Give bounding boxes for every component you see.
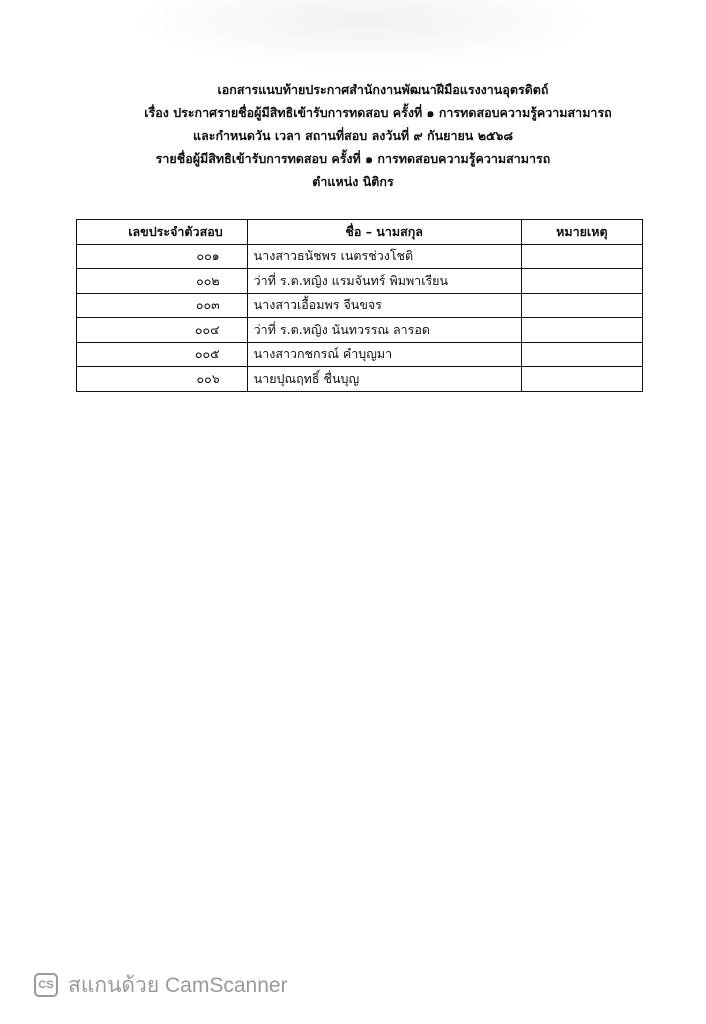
name-cell: นางสาวเอื้อมพร จีนขจร bbox=[247, 293, 521, 318]
name-cell: นายปุณฤทธิ์ ชื่นบุญ bbox=[247, 367, 521, 392]
header-line-list-title: รายชื่อผู้มีสิทธิเข้ารับการทดสอบ ครั้งที่ ๑ การทดสอบความรู้ความสามารถ bbox=[155, 151, 551, 166]
camscanner-watermark bbox=[34, 971, 288, 999]
remark-cell bbox=[521, 342, 642, 367]
table-row bbox=[77, 293, 643, 318]
header-line-subject: เรื่อง ประกาศรายชื่อผู้มีสิทธิเข้ารับการทดสอบ ครั้งที่ ๑ การทดสอบความรู้ความสามารถ bbox=[144, 105, 612, 120]
header-line-date: และกำหนดวัน เวลา สถานที่สอบ ลงวันที่ ๙ กันยายน ๒๕๖๘ bbox=[193, 128, 513, 143]
table-row bbox=[77, 318, 643, 343]
remark-cell bbox=[521, 244, 642, 269]
name-cell: ว่าที่ ร.ต.หญิง นันทวรรณ ลารอด bbox=[247, 318, 521, 343]
exam-id-cell: ๐๐๒ bbox=[77, 269, 248, 294]
remark-cell bbox=[521, 367, 642, 392]
watermark-text: สแกนด้วย CamScanner bbox=[68, 973, 288, 997]
document-header bbox=[0, 78, 706, 193]
camscanner-logo-icon: CS bbox=[34, 973, 58, 997]
name-cell: ว่าที่ ร.ต.หญิง แรมจันทร์ พิมพาเรียน bbox=[247, 269, 521, 294]
exam-id-cell: ๐๐๔ bbox=[77, 318, 248, 343]
header-line-position: ตำแหน่ง นิติกร bbox=[312, 174, 394, 189]
header-line-attachment: เอกสารแนบท้ายประกาศสำนักงานพัฒนาฝีมือแรงงานอุตรดิตถ์ bbox=[217, 82, 549, 97]
header-remark: หมายเหตุ bbox=[521, 220, 642, 245]
exam-id-cell: ๐๐๓ bbox=[77, 293, 248, 318]
candidate-table bbox=[76, 219, 643, 392]
table-row bbox=[77, 367, 643, 392]
exam-id-cell: ๐๐๕ bbox=[77, 342, 248, 367]
remark-cell bbox=[521, 318, 642, 343]
remark-cell bbox=[521, 269, 642, 294]
name-cell: นางสาวธนัชพร เนตรช่วงโชติ bbox=[247, 244, 521, 269]
table-row bbox=[77, 244, 643, 269]
scan-bleed-through bbox=[130, 0, 600, 70]
exam-id-cell: ๐๐๑ bbox=[77, 244, 248, 269]
remark-cell bbox=[521, 293, 642, 318]
table-row bbox=[77, 342, 643, 367]
exam-id-cell: ๐๐๖ bbox=[77, 367, 248, 392]
table-row bbox=[77, 269, 643, 294]
header-name: ชื่อ – นามสกุล bbox=[247, 220, 521, 245]
header-exam-id: เลขประจำตัวสอบ bbox=[77, 220, 248, 245]
name-cell: นางสาวกชกรณ์ คำบุญมา bbox=[247, 342, 521, 367]
table-header-row bbox=[77, 220, 643, 245]
